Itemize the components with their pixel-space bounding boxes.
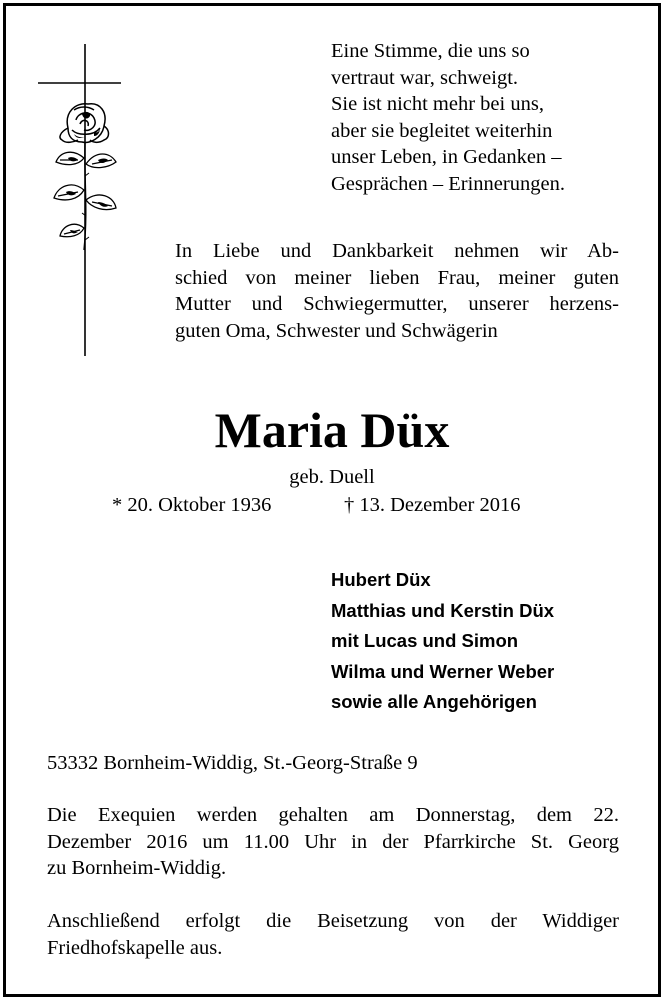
funeral-mass-line: zu Bornheim-Widdig. bbox=[47, 857, 227, 879]
mourner: Hubert Düx bbox=[331, 569, 431, 590]
funeral-mass-line: Dezember 2016 um 11.00 Uhr in der Pfarrkirche St. Georg bbox=[47, 830, 619, 853]
funeral-mass-info bbox=[47, 802, 619, 882]
mourner: mit Lucas und Simon bbox=[331, 630, 519, 651]
poem-line: unser Leben, in Gedanken – bbox=[331, 146, 562, 168]
mourner: sowie alle Angehörigen bbox=[331, 691, 537, 712]
birth-date: * 20. Oktober 1936 bbox=[112, 494, 272, 516]
cross-with-rose-icon bbox=[38, 40, 128, 360]
burial-line: Anschließend erfolgt die Beisetzung von der Widdiger bbox=[47, 910, 619, 932]
burial-info bbox=[47, 908, 619, 961]
poem bbox=[331, 38, 631, 197]
intro-line: In Liebe und Dankbarkeit nehmen wir Ab- bbox=[175, 240, 619, 262]
funeral-mass-line: Die Exequien werden gehalten am Donnerstag, dem 22. bbox=[47, 804, 619, 826]
poem-line: Gesprächen – Erinnerungen. bbox=[331, 172, 565, 195]
mourners-list bbox=[331, 565, 554, 718]
intro-line: Mutter und Schwiegermutter, unserer herzens- bbox=[175, 293, 619, 315]
deceased-name: Maria Düx bbox=[214, 402, 450, 458]
intro-line: schied von meiner lieben Frau, meiner guten bbox=[175, 266, 619, 289]
family-address: 53332 Bornheim-Widdig, St.-Georg-Straße 9 bbox=[47, 752, 418, 774]
poem-line: Eine Stimme, die uns so bbox=[331, 40, 530, 62]
intro-text bbox=[175, 238, 619, 344]
mourner: Matthias und Kerstin Düx bbox=[331, 599, 555, 621]
maiden-name: geb. Duell bbox=[289, 466, 375, 488]
burial-line: Friedhofskapelle aus. bbox=[47, 936, 223, 959]
poem-line: vertraut war, schweigt. bbox=[331, 66, 519, 89]
poem-line: aber sie begleitet weiterhin bbox=[331, 119, 553, 142]
intro-line: guten Oma, Schwester und Schwägerin bbox=[175, 319, 498, 342]
death-date: † 13. Dezember 2016 bbox=[344, 494, 521, 516]
poem-line: Sie ist nicht mehr bei uns, bbox=[331, 93, 544, 115]
mourner: Wilma und Werner Weber bbox=[331, 660, 555, 682]
